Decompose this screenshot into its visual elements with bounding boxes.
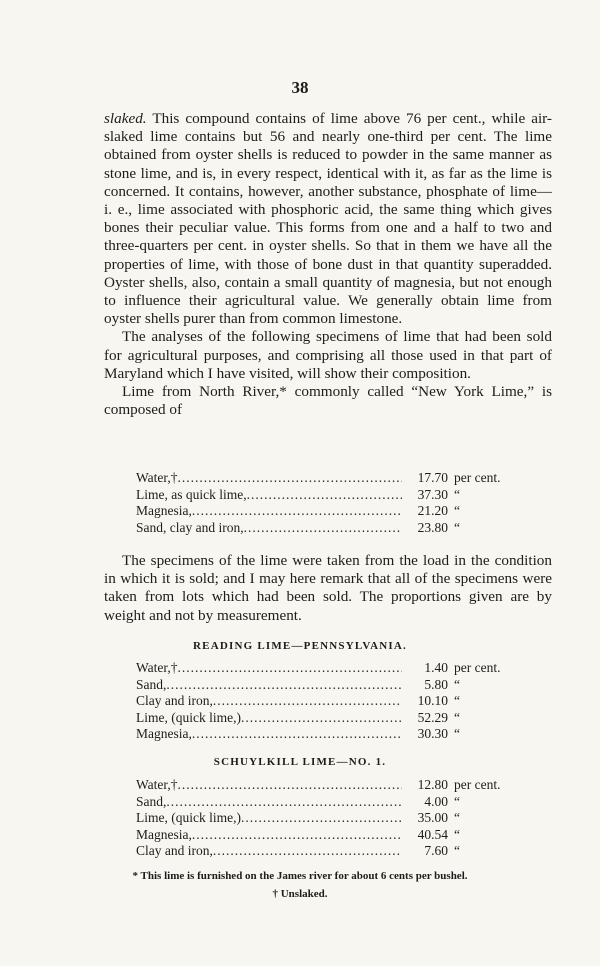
body-text xyxy=(104,110,552,419)
page-number: 38 xyxy=(291,78,309,97)
table-row: Lime, (quick lime,) ..... 35.00 “ xyxy=(136,810,516,827)
table-row: Sand, ..... 4.00 “ xyxy=(136,794,516,811)
table-row: Water,† ..... 12.80 per cent. xyxy=(136,777,516,794)
table-row: Sand, clay and iron, ..... 23.80 “ xyxy=(136,520,516,537)
paragraph-4: The specimens of the lime were taken from the load in the condition in which it is sold; and I may here remark that all of the specimens were taken from lots which had been sold. The proportions given are by weight and not by measurement. xyxy=(104,552,552,624)
footnote-dagger: † Unslaked. xyxy=(272,888,328,900)
table-row: Water,† ..... 17.70 per cent. xyxy=(136,470,516,487)
paragraph-2: The analyses of the following specimens of lime that had been sold for agricultural purposes, and comprising all those used in that part of Maryland which I have visited, will show their composition. xyxy=(104,328,552,382)
footnote-star: * This lime is furnished on the James river for about 6 cents per bushel. xyxy=(132,870,468,882)
north-river-table xyxy=(136,470,516,536)
table-row: Lime, (quick lime,) ..... 52.29 “ xyxy=(136,710,516,727)
lead-word: slaked. xyxy=(104,110,147,127)
paragraph-1 xyxy=(104,110,552,328)
schuylkill-heading: SCHUYLKILL LIME—NO. 1. xyxy=(213,756,387,768)
body-text-2 xyxy=(104,552,552,625)
reading-table xyxy=(136,660,516,743)
table-row: Lime, as quick lime, ..... 37.30 “ xyxy=(136,487,516,504)
table-row: Magnesia, ..... 40.54 “ xyxy=(136,827,516,844)
paragraph-3: Lime from North River,* commonly called “New York Lime,” is composed of xyxy=(104,383,552,419)
table-row: Magnesia, ..... 30.30 “ xyxy=(136,726,516,743)
table-row: Water,† ..... 1.40 per cent. xyxy=(136,660,516,677)
reading-heading: READING LIME—PENNSYLVANIA. xyxy=(193,640,407,652)
table-row: Clay and iron, ..... 10.10 “ xyxy=(136,693,516,710)
table-row: Clay and iron, ..... 7.60 “ xyxy=(136,843,516,860)
schuylkill-table xyxy=(136,777,516,860)
table-row: Sand, ..... 5.80 “ xyxy=(136,677,516,694)
table-row: Magnesia, ..... 21.20 “ xyxy=(136,503,516,520)
paragraph-1-text: This compound contains of lime above 76 per cent., while air-slaked lime contains but 56 and nearly one-third per cent. The lime obtained from oyster shells is reduced to powder in the same manner as stone lime, and is, in every respect, identical with it, as far as the lime is concerned. It contains, however, another substance, phosphate of lime—i. e., lime associated with phosphoric acid, the same thing which gives bones their peculiar value. This forms from one and a half to two and three-quarters per cent. in oyster shells. So that in them we have all the properties of lime, with those of bone dust in that quantity superadded. Oyster shells, also, contain a small quantity of magnesia, but not enough to influence their agricultural value. We generally obtain lime from oyster shells purer than from common limestone. xyxy=(104,110,552,328)
